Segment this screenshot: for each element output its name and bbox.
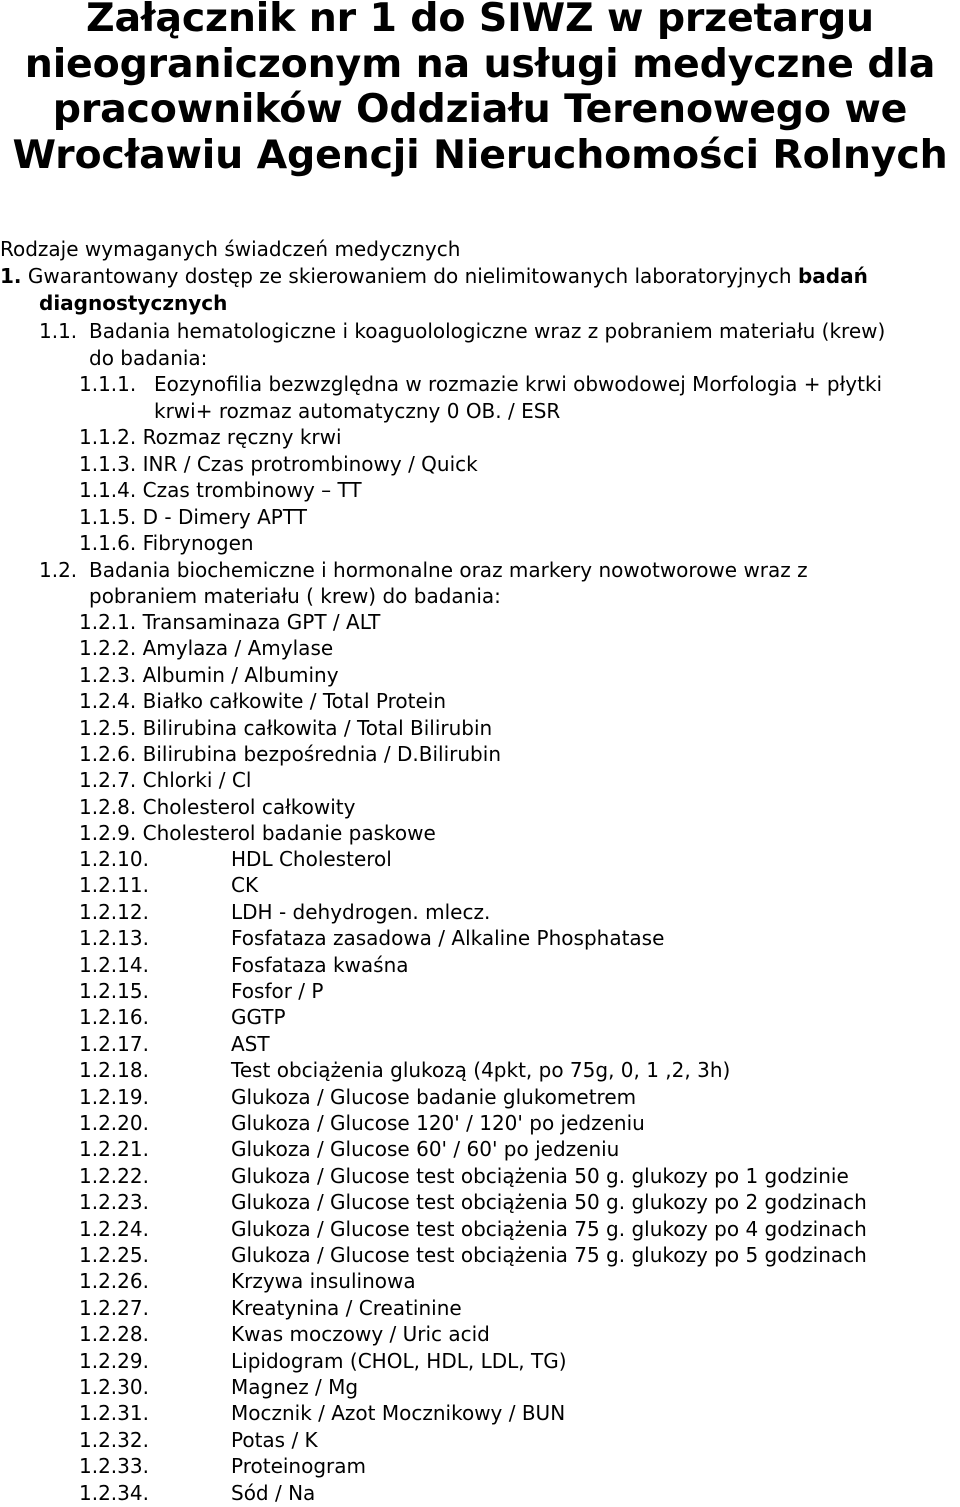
list-item	[79, 1295, 462, 1321]
list-item	[79, 1216, 867, 1242]
list-item	[79, 1084, 636, 1110]
item-number: 1.2.1.	[79, 610, 137, 634]
item-number: 1.1.3.	[79, 451, 137, 476]
item-number: 1.2.5.	[79, 715, 137, 740]
list-item	[79, 1110, 645, 1136]
list-item	[79, 872, 258, 898]
item-number: 1.2.17.	[79, 1031, 149, 1056]
list-item	[79, 1480, 315, 1506]
item-number: 1.2.15.	[79, 979, 149, 1003]
item-number: 1.2.20.	[79, 1111, 149, 1135]
list-item	[79, 899, 490, 925]
item-number: 1.2.16.	[79, 1005, 149, 1030]
item-number: 1.2.22.	[79, 1163, 149, 1188]
item-number: 1.1.5.	[79, 504, 137, 529]
item-text: Glukoza / Glucose test obciążenia 75 g. glukozy po 4 godzinach	[231, 1216, 867, 1241]
item-text: Kwas moczowy / Uric acid	[231, 1322, 490, 1347]
item-text: Rozmaz ręczny krwi	[142, 425, 342, 449]
item-number: 1.2.30.	[79, 1375, 149, 1399]
list-item	[79, 1321, 490, 1347]
item-number: 1.2.10.	[79, 847, 149, 871]
list-item	[79, 1453, 366, 1479]
list-item	[79, 504, 307, 530]
list-item	[79, 451, 478, 477]
item-number: 1.1.4.	[79, 478, 137, 502]
document-title: Załącznik nr 1 do SIWZ w przetargu nieograniczonym na usługi medyczne dla pracowników Oddziału Terenowego we Wrocławiu Agencji Nieruchomości Rolnych	[12, 0, 948, 178]
item-text: Krzywa insulinowa	[231, 1269, 416, 1294]
item-text: GGTP	[231, 1005, 286, 1030]
item-text: Lipidogram (CHOL, HDL, LDL, TG)	[231, 1348, 567, 1373]
item-number: 1.2.21.	[79, 1137, 149, 1162]
item-number: 1.2.33.	[79, 1454, 149, 1479]
item-text: Fosfataza zasadowa / Alkaline Phosphatase	[231, 926, 665, 951]
item-number: 1.2.7.	[79, 768, 137, 793]
item-number: 1.2.3.	[79, 662, 137, 687]
item-1-1-1-line1: Eozynofilia bezwzględna w rozmazie krwi obwodowej Morfologia + płytki	[154, 372, 883, 396]
list-item	[79, 925, 664, 951]
item-number: 1.2.28.	[79, 1322, 149, 1347]
item-number: 1.1.2.	[79, 425, 137, 449]
section-1-2-line2: pobraniem materiału ( krew) do badania:	[89, 584, 501, 608]
section-1-heading	[0, 263, 868, 289]
list-item	[79, 794, 355, 820]
item-text: Sód / Na	[231, 1480, 316, 1505]
list-item	[79, 1242, 867, 1268]
item-text: Czas trombinowy – TT	[142, 478, 362, 502]
item-number: 1.2.32.	[79, 1427, 149, 1452]
section-1-text: Gwarantowany dostęp ze skierowaniem do nielimitowanych laboratoryjnych	[27, 264, 792, 288]
item-text: Glukoza / Glucose test obciążenia 50 g. glukozy po 2 godzinach	[231, 1190, 867, 1215]
item-number: 1.2.2.	[79, 636, 137, 661]
list-item	[79, 609, 380, 635]
item-number: 1.2.19.	[79, 1084, 149, 1109]
item-text: Amylaza / Amylase	[142, 636, 334, 661]
item-text: Mocznik / Azot Mocznikowy / BUN	[231, 1401, 566, 1426]
list-item	[79, 820, 436, 846]
section-1-2-line1: Badania biochemiczne i hormonalne oraz markery nowotworowe wraz z	[89, 558, 808, 582]
item-text: Cholesterol badanie paskowe	[142, 821, 436, 846]
list-item	[79, 1348, 567, 1374]
item-text: HDL Cholesterol	[231, 847, 392, 871]
list-item	[79, 424, 342, 450]
section-1-bold-continuation: diagnostycznych	[39, 291, 228, 315]
list-item	[79, 635, 333, 661]
item-number: 1.2.26.	[79, 1269, 149, 1294]
item-text: Glukoza / Glucose test obciążenia 50 g. glukozy po 1 godzinie	[231, 1163, 849, 1188]
item-number: 1.2.24.	[79, 1216, 149, 1241]
list-item	[79, 1031, 270, 1057]
item-text: Magnez / Mg	[231, 1375, 359, 1399]
list-item	[79, 741, 501, 767]
item-text: Potas / K	[231, 1427, 318, 1452]
item-text: D - Dimery APTT	[142, 504, 307, 529]
item-text: Cholesterol całkowity	[142, 794, 356, 819]
list-item	[79, 846, 392, 872]
list-item	[79, 530, 254, 556]
list-item	[79, 1163, 849, 1189]
item-number: 1.2.4.	[79, 689, 137, 714]
list-item	[79, 952, 409, 978]
list-item	[79, 1374, 358, 1400]
subtitle: Rodzaje wymaganych świadczeń medycznych	[0, 237, 461, 261]
item-number: 1.2.23.	[79, 1190, 149, 1215]
item-text: Fibrynogen	[142, 531, 254, 555]
item-number: 1.2.9.	[79, 821, 137, 846]
item-text: CK	[231, 873, 259, 898]
item-text: Glukoza / Glucose test obciążenia 75 g. glukozy po 5 godzinach	[231, 1243, 867, 1267]
item-number: 1.2.13.	[79, 926, 149, 951]
item-text: LDH - dehydrogen. mlecz.	[231, 899, 491, 924]
item-text: INR / Czas protrombinowy / Quick	[142, 451, 478, 476]
list-item	[79, 688, 446, 714]
item-text: Bilirubina bezpośrednia / D.Bilirubin	[142, 742, 501, 766]
item-1-1-1-number: 1.1.1.	[79, 372, 137, 396]
item-text: Kreatynina / Creatinine	[231, 1295, 462, 1320]
item-number: 1.2.29.	[79, 1348, 149, 1373]
item-text: AST	[231, 1031, 270, 1056]
item-text: Glukoza / Glucose 60' / 60' po jedzeniu	[231, 1137, 620, 1162]
item-number: 1.2.31.	[79, 1401, 149, 1426]
item-text: Transaminaza GPT / ALT	[142, 610, 381, 634]
list-item	[79, 1427, 318, 1453]
item-text: Białko całkowite / Total Protein	[142, 689, 447, 714]
item-number: 1.2.14.	[79, 952, 149, 977]
item-text: Glukoza / Glucose badanie glukometrem	[231, 1084, 637, 1109]
item-number: 1.1.6.	[79, 531, 137, 555]
list-item	[79, 1268, 416, 1294]
item-number: 1.2.6.	[79, 742, 137, 766]
list-item	[79, 715, 492, 741]
item-text: Proteinogram	[231, 1454, 366, 1479]
item-number: 1.2.18.	[79, 1058, 149, 1083]
item-number: 1.2.25.	[79, 1243, 149, 1267]
list-item	[79, 1136, 619, 1162]
list-item	[79, 1057, 730, 1083]
list-item	[79, 978, 323, 1004]
list-item	[79, 767, 251, 793]
list-item	[79, 477, 362, 503]
section-1-2-number: 1.2.	[39, 558, 78, 582]
list-item	[79, 662, 339, 688]
list-item	[79, 1189, 867, 1215]
item-number: 1.2.11.	[79, 873, 149, 898]
item-number: 1.2.8.	[79, 794, 137, 819]
item-text: Test obciążenia glukozą (4pkt, po 75g, 0, 1 ,2, 3h)	[231, 1058, 731, 1083]
item-number: 1.2.12.	[79, 899, 149, 924]
item-text: Bilirubina całkowita / Total Bilirubin	[142, 715, 493, 740]
section-1-bold-word: badań	[797, 264, 868, 288]
item-text: Chlorki / Cl	[142, 768, 252, 793]
item-number: 1.2.27.	[79, 1295, 149, 1320]
section-1-1-line2: do badania:	[89, 346, 208, 370]
section-1-1-number: 1.1.	[39, 319, 78, 343]
item-text: Glukoza / Glucose 120' / 120' po jedzeniu	[231, 1111, 645, 1135]
item-text: Fosfataza kwaśna	[231, 952, 409, 977]
section-1-1-line1: Badania hematologiczne i koaguolologiczne wraz z pobraniem materiału (krew)	[89, 319, 886, 343]
list-item	[79, 1004, 286, 1030]
list-item	[79, 1400, 565, 1426]
item-text: Fosfor / P	[231, 979, 324, 1003]
item-text: Albumin / Albuminy	[142, 662, 339, 687]
section-1-number: 1.	[0, 264, 22, 288]
item-number: 1.2.34.	[79, 1480, 149, 1505]
item-1-1-1-line2: krwi+ rozmaz automatyczny 0 OB. / ESR	[154, 399, 561, 423]
